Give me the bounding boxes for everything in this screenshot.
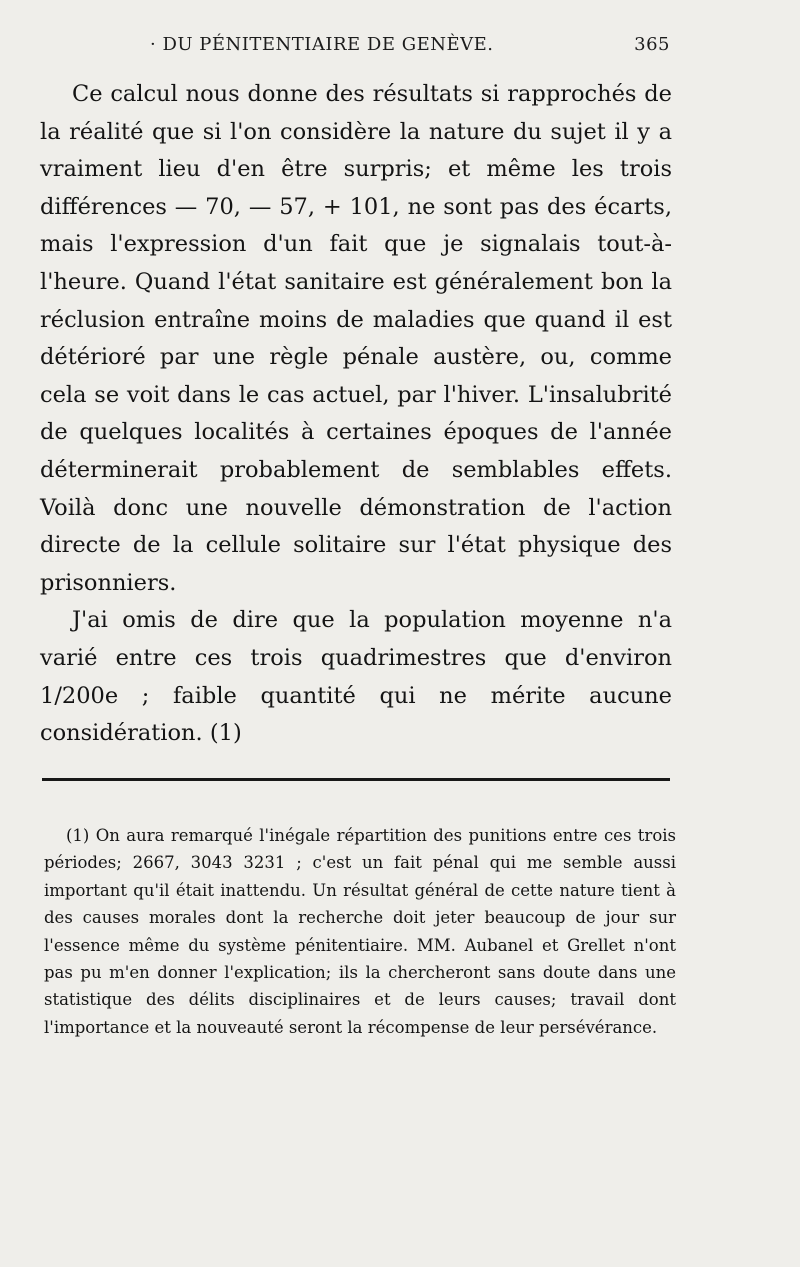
paragraph-1: Ce calcul nous donne des résultats si rapprochés de la réalité que si l'on considère la nature du sujet il y a vraiment lieu d'en être surpris; et même les trois différences — 70, — 57, + 101, ne sont pas des écarts, mais l'expression d'un fait que je signalais tout-à-l'heure. Quand l'état sanitaire est généralement bon la réclusion entraîne moins de maladies que quand il est détérioré par une règle pénale austère, ou, comme cela se voit dans le cas actuel, par l'hiver. L'insalubrité de quelques localités à certaines époques de l'année déterminerait probablement de semblables effets. Voilà donc une nouvelle démonstration de l'action directe de la cellule solitaire sur l'état physique des prisonniers. (40, 81, 672, 596)
page-header (150, 34, 670, 62)
footnote-separator (42, 778, 670, 781)
running-title: · DU PÉNITENTIAIRE DE GENÈVE. (150, 34, 494, 55)
footnote (44, 822, 676, 1041)
page-number: 365 (634, 34, 670, 55)
main-text (40, 76, 672, 753)
footnote-marker: (1) (66, 826, 90, 845)
paragraph-2: J'ai omis de dire que la population moyenne n'a varié entre ces trois quadrimestres que d'environ 1/200e ; faible quantité qui ne mérite aucune considération. (1) (40, 607, 672, 747)
footnote-text: On aura remarqué l'inégale répartition des punitions entre ces trois périodes; 2667, 3043 3231 ; c'est un fait pénal qui me semble aussi important qu'il était inattendu. Un résultat général de cette nature tient à des causes morales dont la recherche doit jeter beaucoup de jour sur l'essence même du système pénitentiaire. MM. Aubanel et Grellet n'ont pas pu m'en donner l'explication; ils la chercheront sans doute dans une statistique des délits disciplinaires et de leurs causes; travail dont l'importance et la nouveauté seront la récompense de leur persévérance. (44, 826, 676, 1037)
